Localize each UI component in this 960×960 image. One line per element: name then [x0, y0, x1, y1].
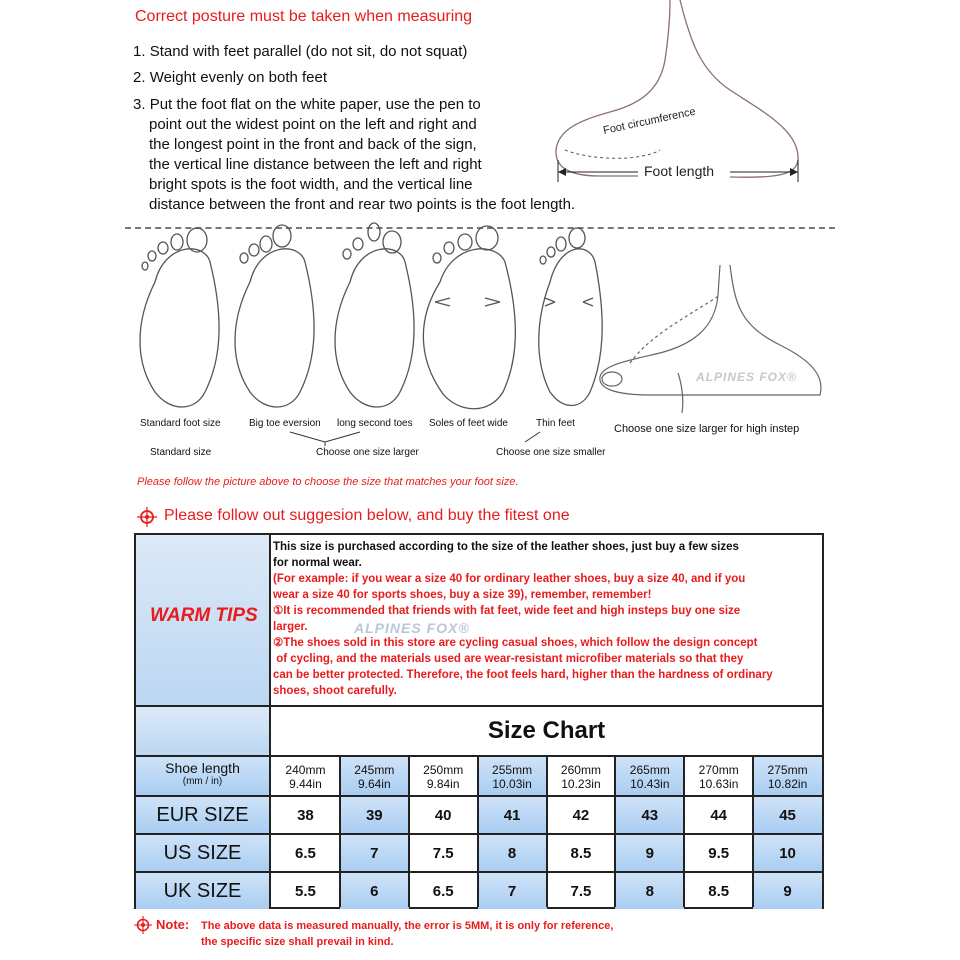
- note-line: The above data is measured manually, the error is 5MM, it is only for reference,: [201, 920, 614, 932]
- shoe-length-cell: [753, 757, 822, 795]
- size-value-cell: 9.5: [708, 844, 730, 862]
- length-mm: 245mm: [354, 763, 395, 777]
- group-one-size-larger: Choose one size larger: [316, 447, 419, 458]
- step-2: [133, 68, 327, 88]
- length-mm: 275mm: [767, 763, 808, 777]
- size-value-cell: 8: [615, 873, 684, 909]
- shoe-length-cell: [340, 757, 409, 795]
- length-in: 10.43in: [630, 777, 670, 791]
- length-in: 9.84in: [426, 777, 460, 791]
- length-in: 9.44in: [289, 777, 322, 791]
- size-value-cell: 10: [753, 835, 822, 871]
- length-mm: 240mm: [285, 763, 326, 777]
- length-in: 10.23in: [561, 777, 601, 791]
- size-chart-table: [134, 533, 824, 909]
- shoe-length-cell: [615, 757, 684, 795]
- grid-divider: [408, 755, 410, 907]
- caption-long-second-toes: long second toes: [337, 418, 413, 429]
- caption-big-toe-eversion: Big toe eversion: [249, 418, 321, 429]
- step-text: Stand with feet parallel (do not sit, do not squat): [149, 43, 468, 60]
- tips-line: wear a size 40 for sports shoes, buy a size 39), remember, remember!: [273, 589, 652, 601]
- grid-divider: [477, 755, 479, 907]
- group-one-size-smaller: Choose one size smaller: [496, 447, 606, 458]
- size-value-cell: 5.5: [295, 882, 316, 900]
- tips-line: (For example: if you wear a size 40 for ordinary leather shoes, buy a size 40, and if you: [273, 573, 746, 585]
- tips-line: ①It is recommended that friends with fat feet, wide feet and high insteps buy one size: [273, 605, 741, 617]
- step-text: Weight evenly on both feet: [149, 69, 328, 86]
- tips-line: can be better protected. Therefore, the foot feels hard, higher than the hardness of ordinary: [273, 669, 773, 681]
- length-mm: 265mm: [629, 763, 670, 777]
- step-1: [133, 42, 467, 62]
- standard-foot-outline: [140, 228, 219, 407]
- tips-line: of cycling, and the materials used are wear-resistant microfiber materials so that they: [273, 653, 744, 665]
- grid-divider: [683, 755, 685, 907]
- long-second-toe-outline: [335, 223, 414, 407]
- size-value-cell: 7: [340, 835, 409, 871]
- foot-circumference-label: Foot circumference: [602, 105, 697, 137]
- foot-length-label: Foot length: [644, 163, 715, 179]
- page-title: Correct posture must be taken when measuring: [135, 8, 473, 25]
- size-value-cell: 8: [478, 835, 547, 871]
- grid-divider: [339, 755, 341, 907]
- note-label: Note:: [156, 917, 190, 932]
- size-value-cell: 41: [478, 797, 547, 833]
- group-standard-size: Standard size: [150, 447, 212, 458]
- grid-divider: [614, 755, 616, 907]
- size-value-cell: 8.5: [570, 844, 592, 862]
- tips-line: for normal wear.: [273, 557, 362, 569]
- us-size-label: US SIZE: [136, 835, 269, 871]
- high-instep-illustration: [590, 255, 840, 420]
- caption-standard-foot: Standard foot size: [140, 418, 221, 429]
- size-value-cell: 38: [297, 806, 314, 824]
- wide-sole-outline: [423, 226, 515, 409]
- suggestion-heading: Please follow out suggesion below, and buy the fitest one: [164, 507, 570, 524]
- grid-divider: [752, 755, 754, 907]
- step-number: 2.: [133, 69, 146, 86]
- warm-tips-title: WARM TIPS: [150, 605, 258, 626]
- length-in: 10.03in: [492, 777, 532, 791]
- size-value-cell: 9: [615, 835, 684, 871]
- step-line: Put the foot flat on the white paper, use the pen to: [149, 96, 481, 113]
- tips-line: This size is purchased according to the size of the leather shoes, just buy a few sizes: [273, 541, 739, 553]
- shoe-length-cell: [409, 757, 478, 795]
- tips-line: shoes, shoot carefully.: [273, 685, 397, 697]
- length-mm: 270mm: [698, 763, 739, 777]
- target-icon: [133, 916, 153, 934]
- size-value-cell: 9: [753, 873, 822, 909]
- length-mm: 260mm: [560, 763, 601, 777]
- step-number: 3.: [133, 96, 146, 113]
- target-icon: [136, 507, 158, 527]
- follow-picture-note: Please follow the picture above to choose the size that matches your foot size.: [137, 476, 519, 488]
- size-value-cell: 39: [340, 797, 409, 833]
- shoe-length-label: Shoe length: [165, 760, 240, 776]
- size-value-cell: 44: [710, 806, 728, 824]
- grid-divider: [546, 755, 548, 907]
- length-in: 10.63in: [699, 777, 739, 791]
- watermark: ALPINES FOX®: [696, 370, 797, 384]
- step-3-continuation: [149, 115, 575, 215]
- size-value-cell: 7.5: [432, 844, 454, 862]
- uk-size-label: UK SIZE: [136, 873, 269, 909]
- step-line: the longest point in the front and back of the sign,: [149, 136, 477, 153]
- watermark: ALPINES FOX®: [354, 620, 470, 636]
- length-in: 9.64in: [357, 777, 391, 791]
- size-value-cell: 8.5: [708, 882, 730, 900]
- step-line: distance between the front and rear two points is the foot length.: [149, 196, 576, 213]
- big-toe-eversion-outline: [235, 225, 314, 407]
- length-mm: 255mm: [492, 763, 533, 777]
- tips-line: ②The shoes sold in this store are cycling casual shoes, which follow the design concept: [273, 637, 758, 649]
- size-value-cell: 7: [478, 873, 547, 909]
- caption-soles-wide: Soles of feet wide: [429, 418, 508, 429]
- step-line: point out the widest point on the left and right and: [149, 116, 477, 133]
- shoe-length-unit: (mm / in): [182, 776, 223, 787]
- length-in: 10.82in: [767, 777, 808, 791]
- shoe-length-cell: [271, 757, 340, 795]
- caption-brackets: [135, 428, 625, 448]
- foot-side-illustration: [540, 0, 830, 200]
- note-line: the specific size shall prevail in kind.: [201, 936, 394, 948]
- step-3: [133, 95, 481, 115]
- caption-high-instep: Choose one size larger for high instep: [614, 423, 800, 435]
- size-value-cell: 43: [615, 797, 684, 833]
- empty-header-cell: [136, 707, 269, 755]
- size-value-cell: 45: [753, 797, 822, 833]
- size-value-cell: 42: [572, 806, 590, 824]
- size-chart-title: Size Chart: [487, 717, 606, 744]
- size-value-cell: 6.5: [432, 882, 454, 900]
- caption-thin-feet: Thin feet: [536, 418, 575, 429]
- eur-size-label: EUR SIZE: [136, 797, 269, 833]
- step-number: 1.: [133, 43, 146, 60]
- shoe-length-cell: [478, 757, 547, 795]
- size-value-cell: 6.5: [295, 844, 316, 862]
- step-text-block: [150, 95, 481, 115]
- shoe-length-cell: [547, 757, 616, 795]
- note-text: [201, 918, 613, 950]
- size-value-cell: 7.5: [570, 882, 592, 900]
- size-value-cell: 40: [434, 806, 452, 824]
- step-line: bright spots is the foot width, and the vertical line: [149, 176, 473, 193]
- shoe-length-cell: [684, 757, 753, 795]
- foot-types-illustration: [125, 222, 625, 422]
- shoe-length-label-cell: [136, 757, 269, 795]
- length-mm: 250mm: [423, 763, 464, 777]
- warm-tips-text: [273, 539, 821, 699]
- size-value-cell: 6: [340, 873, 409, 909]
- tips-line: larger.: [273, 621, 308, 633]
- step-line: the vertical line distance between the left and right: [149, 156, 482, 173]
- warm-tips-label-cell: [136, 535, 269, 705]
